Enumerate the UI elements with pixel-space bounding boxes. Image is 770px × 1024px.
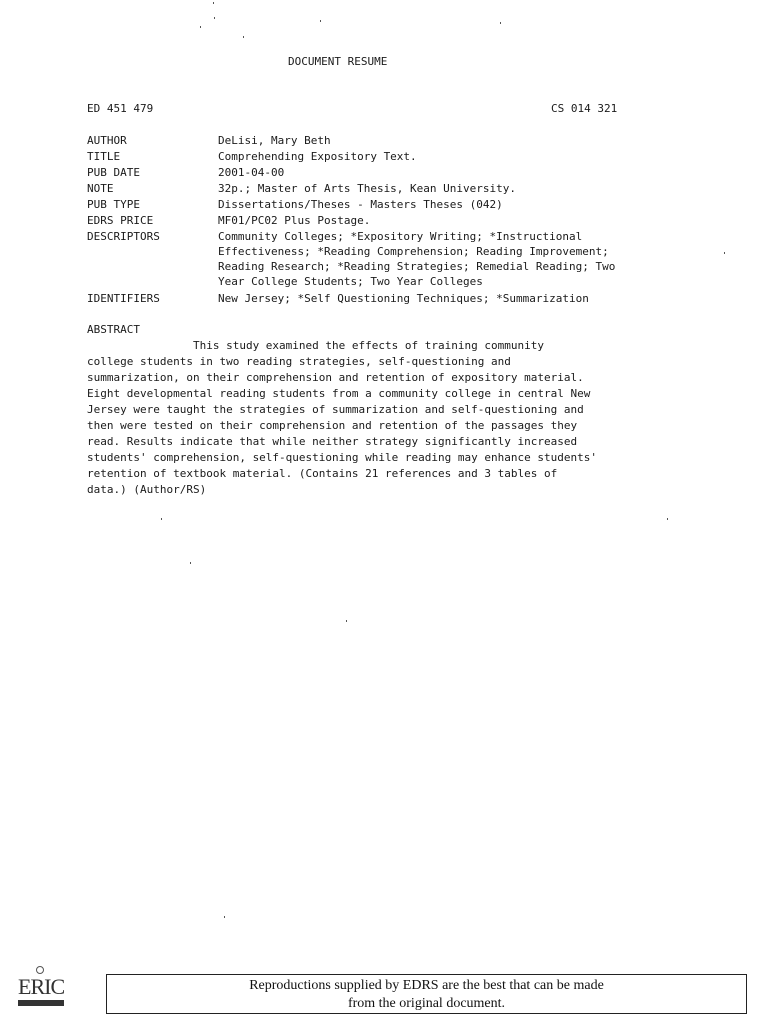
scan-speck [200,26,201,28]
abstract-line: retention of textbook material. (Contains 21 references and 3 tables of [87,467,558,480]
scan-speck [190,562,191,564]
eric-logo-circle [36,966,44,974]
field-value-descriptors-line: Effectiveness; *Reading Comprehension; Reading Improvement; [218,245,609,258]
field-value-identifiers: New Jersey; *Self Questioning Techniques; *Summarization [218,292,589,305]
field-value-descriptors-line: Community Colleges; *Expository Writing; *Instructional [218,230,583,243]
field-label-author: AUTHOR [87,134,127,147]
field-label-title: TITLE [87,150,121,163]
scan-speck [346,620,347,622]
abstract-label: ABSTRACT [87,323,140,336]
eric-logo-bar [18,1000,64,1006]
abstract-line: summarization, on their comprehension and retention of expository material. [87,371,584,384]
abstract-line: Jersey were taught the strategies of summarization and self-questioning and [87,403,584,416]
field-label-pub-date: PUB DATE [87,166,140,179]
reproduction-notice-line: from the original document. [347,996,506,1011]
abstract-line: data.) (Author/RS) [87,483,207,496]
scan-speck [214,17,215,19]
scan-speck [161,518,162,520]
field-value-descriptors-line: Year College Students; Two Year Colleges [218,275,483,288]
field-label-descriptors: DESCRIPTORS [87,230,160,243]
ed-number: ED 451 479 [87,102,154,115]
field-label-edrs-price: EDRS PRICE [87,214,154,227]
scan-speck [500,22,501,24]
scan-speck [213,2,214,4]
scan-speck [320,20,321,22]
reproduction-notice-line: Reproductions supplied by EDRS are the best that can be made [249,978,604,993]
field-label-pub-type: PUB TYPE [87,198,140,211]
field-value-edrs-price: MF01/PC02 Plus Postage. [218,214,371,227]
abstract-line: students' comprehension, self-questioning while reading may enhance students' [87,451,597,464]
cs-number: CS 014 321 [551,102,618,115]
field-label-note: NOTE [87,182,114,195]
abstract-line: This study examined the effects of training community [87,339,544,352]
scan-speck [724,252,725,254]
scan-speck [243,36,244,38]
field-value-pub-date: 2001-04-00 [218,166,285,179]
abstract-line: read. Results indicate that while neither strategy significantly increased [87,435,578,448]
document-title: DOCUMENT RESUME [288,55,388,68]
eric-logo-icon [16,966,68,1010]
scan-speck [224,916,225,918]
field-value-pub-type: Dissertations/Theses - Masters Theses (042) [218,198,503,211]
reproduction-notice [106,974,747,1014]
abstract-line: college students in two reading strategies, self-questioning and [87,355,511,368]
field-value-title: Comprehending Expository Text. [218,150,417,163]
field-value-descriptors-line: Reading Research; *Reading Strategies; Remedial Reading; Two [218,260,616,273]
field-label-identifiers: IDENTIFIERS [87,292,160,305]
field-value-note: 32p.; Master of Arts Thesis, Kean University. [218,182,517,195]
scan-speck [667,518,668,520]
abstract-line: then were tested on their comprehension and retention of the passages they [87,419,578,432]
abstract-line: Eight developmental reading students from a community college in central New [87,387,591,400]
field-value-author: DeLisi, Mary Beth [218,134,331,147]
eric-logo-text: ERIC [18,974,65,999]
